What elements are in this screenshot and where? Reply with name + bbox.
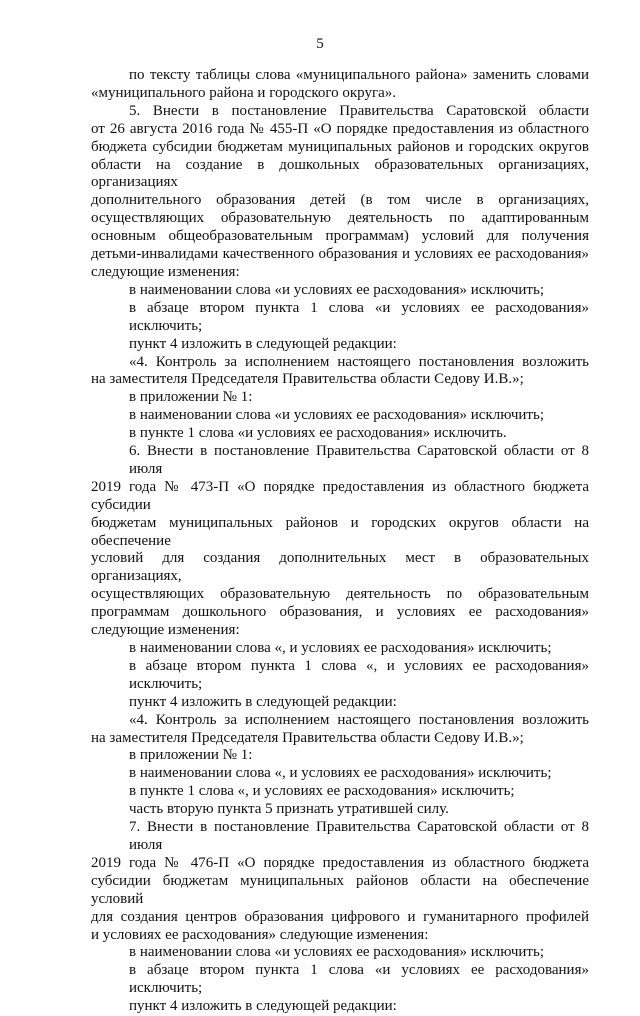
- text-line: пункт 4 изложить в следующей редакции:: [129, 998, 397, 1015]
- text-line: пункт 4 изложить в следующей редакции:: [129, 693, 397, 710]
- text-line: в пункте 1 слова «, и условиях ее расходования» исключить;: [129, 783, 515, 800]
- text-line: в пункте 1 слова «и условиях ее расходования» исключить.: [129, 425, 507, 442]
- text-line: осуществляющих образовательную деятельность по образовательным: [91, 586, 589, 603]
- text-line: 7. Внести в постановление Правительства Саратовской области от 8 июля: [129, 819, 589, 853]
- text-line: пункт 4 изложить в следующей редакции:: [129, 335, 397, 352]
- text-line: в наименовании слова «и условиях ее расходования» исключить;: [129, 944, 544, 961]
- text-line: следующие изменения:: [91, 622, 240, 639]
- text-line: 2019 года № 473-П «О порядке предоставления из областного бюджета субсидии: [91, 478, 589, 513]
- text-line: часть вторую пункта 5 признать утратившей силу.: [129, 801, 449, 818]
- text-line: условий для создания дополнительных мест в образовательных организациях,: [91, 550, 589, 585]
- text-line: и условиях ее расходования» следующие изменения:: [91, 926, 429, 943]
- text-line: бюджета субсидии бюджетам муниципальных районов и городских округов: [91, 138, 589, 155]
- text-line: в наименовании слова «и условиях ее расходования» исключить;: [129, 281, 544, 298]
- text-line: в приложении № 1:: [129, 389, 253, 406]
- text-line: бюджетам муниципальных районов и городских округов области на обеспечение: [91, 514, 589, 549]
- text-line: «4. Контроль за исполнением настоящего постановления возложить: [129, 353, 589, 370]
- text-line: следующие изменения:: [91, 263, 240, 280]
- text-line: субсидии бюджетам муниципальных районов области на обеспечение условий: [91, 872, 589, 907]
- text-line: области на создание в дошкольных образовательных организациях, организациях: [91, 156, 589, 191]
- text-line: в наименовании слова «, и условиях ее расходования» исключить;: [129, 640, 552, 656]
- text-line: дополнительного образования детей (в том числе в организациях,: [91, 192, 589, 209]
- text-line: основным общеобразовательным программам) условий для получения: [91, 228, 589, 245]
- text-line: в наименовании слова «, и условиях ее расходования» исключить;: [129, 765, 552, 782]
- text-line: 6. Внести в постановление Правительства Саратовской области от 8 июля: [129, 443, 589, 477]
- text-line: «муниципального района и городского округа».: [91, 84, 397, 101]
- text-line: для создания центров образования цифрового и гуманитарного профилей: [91, 908, 589, 925]
- text-line: 5. Внести в постановление Правительства Саратовской области: [129, 102, 589, 119]
- page-number: 5: [316, 36, 324, 52]
- document-body: [91, 67, 589, 1016]
- text-line: в абзаце втором пункта 1 слова «и условиях ее расходования» исключить;: [129, 299, 589, 334]
- text-line: в приложении № 1:: [129, 747, 253, 764]
- text-line: детьми-инвалидами качественного образования и условиях ее расходования»: [91, 246, 589, 263]
- text-line: в наименовании слова «и условиях ее расходования» исключить;: [129, 407, 544, 424]
- text-line: по тексту таблицы слова «муниципального района» заменить словами: [129, 67, 589, 83]
- text-line: от 26 августа 2016 года № 455-П «О порядке предоставления из областного: [91, 120, 589, 137]
- text-line: на заместителя Председателя Правительства области Седову И.В.»;: [91, 371, 524, 388]
- text-line: в абзаце втором пункта 1 слова «, и условиях ее расходования» исключить;: [129, 657, 589, 692]
- text-line: 2019 года № 476-П «О порядке предоставления из областного бюджета: [91, 854, 589, 871]
- text-line: «4. Контроль за исполнением настоящего постановления возложить: [129, 711, 589, 728]
- text-line: программам дошкольного образования, и условиях ее расходования»: [91, 604, 589, 621]
- text-line: на заместителя Председателя Правительства области Седову И.В.»;: [91, 729, 524, 746]
- text-line: осуществляющих образовательную деятельность по адаптированным: [91, 210, 589, 227]
- text-line: в абзаце втором пункта 1 слова «и условиях ее расходования» исключить;: [129, 962, 589, 997]
